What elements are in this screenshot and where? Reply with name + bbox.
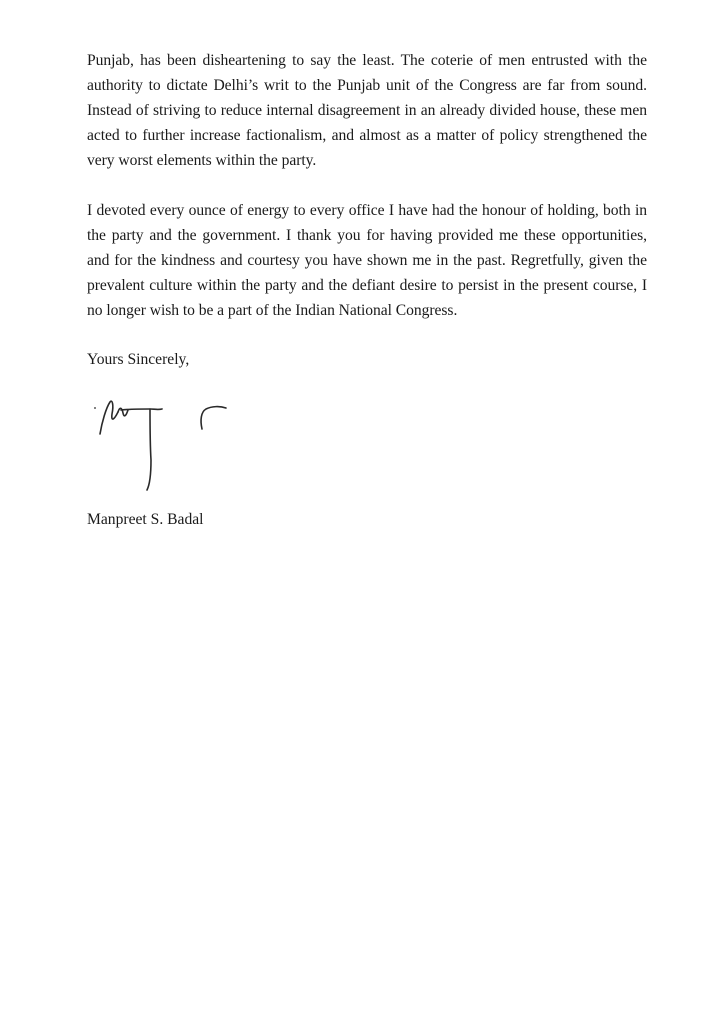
letter-body (87, 48, 647, 372)
closing-salutation: Yours Sincerely, (87, 351, 190, 368)
letter-paragraph-1: Punjab, has been disheartening to say the least. The coterie of men entrusted with the authority to dictate Delhi’s writ to the Punjab unit of the Congress are far from sound. Instead of striving to reduce internal disagreement in an already divided house, these men acted to further increase factionalism, and almost as a matter of policy strengthened the very worst elements within the party. (87, 52, 647, 169)
letter-paragraph-2: I devoted every ounce of energy to every office I have had the honour of holding, both in the party and the government. I thank you for having provided me these opportunities, and for the kindness and courtesy you have shown me in the past. Regretfully, given the prevalent culture within the party and the defiant desire to persist in the present course, I no longer wish to be a part of the Indian National Congress. (87, 202, 647, 319)
signer-name: Manpreet S. Badal (87, 511, 204, 528)
handwritten-signature (88, 394, 238, 498)
